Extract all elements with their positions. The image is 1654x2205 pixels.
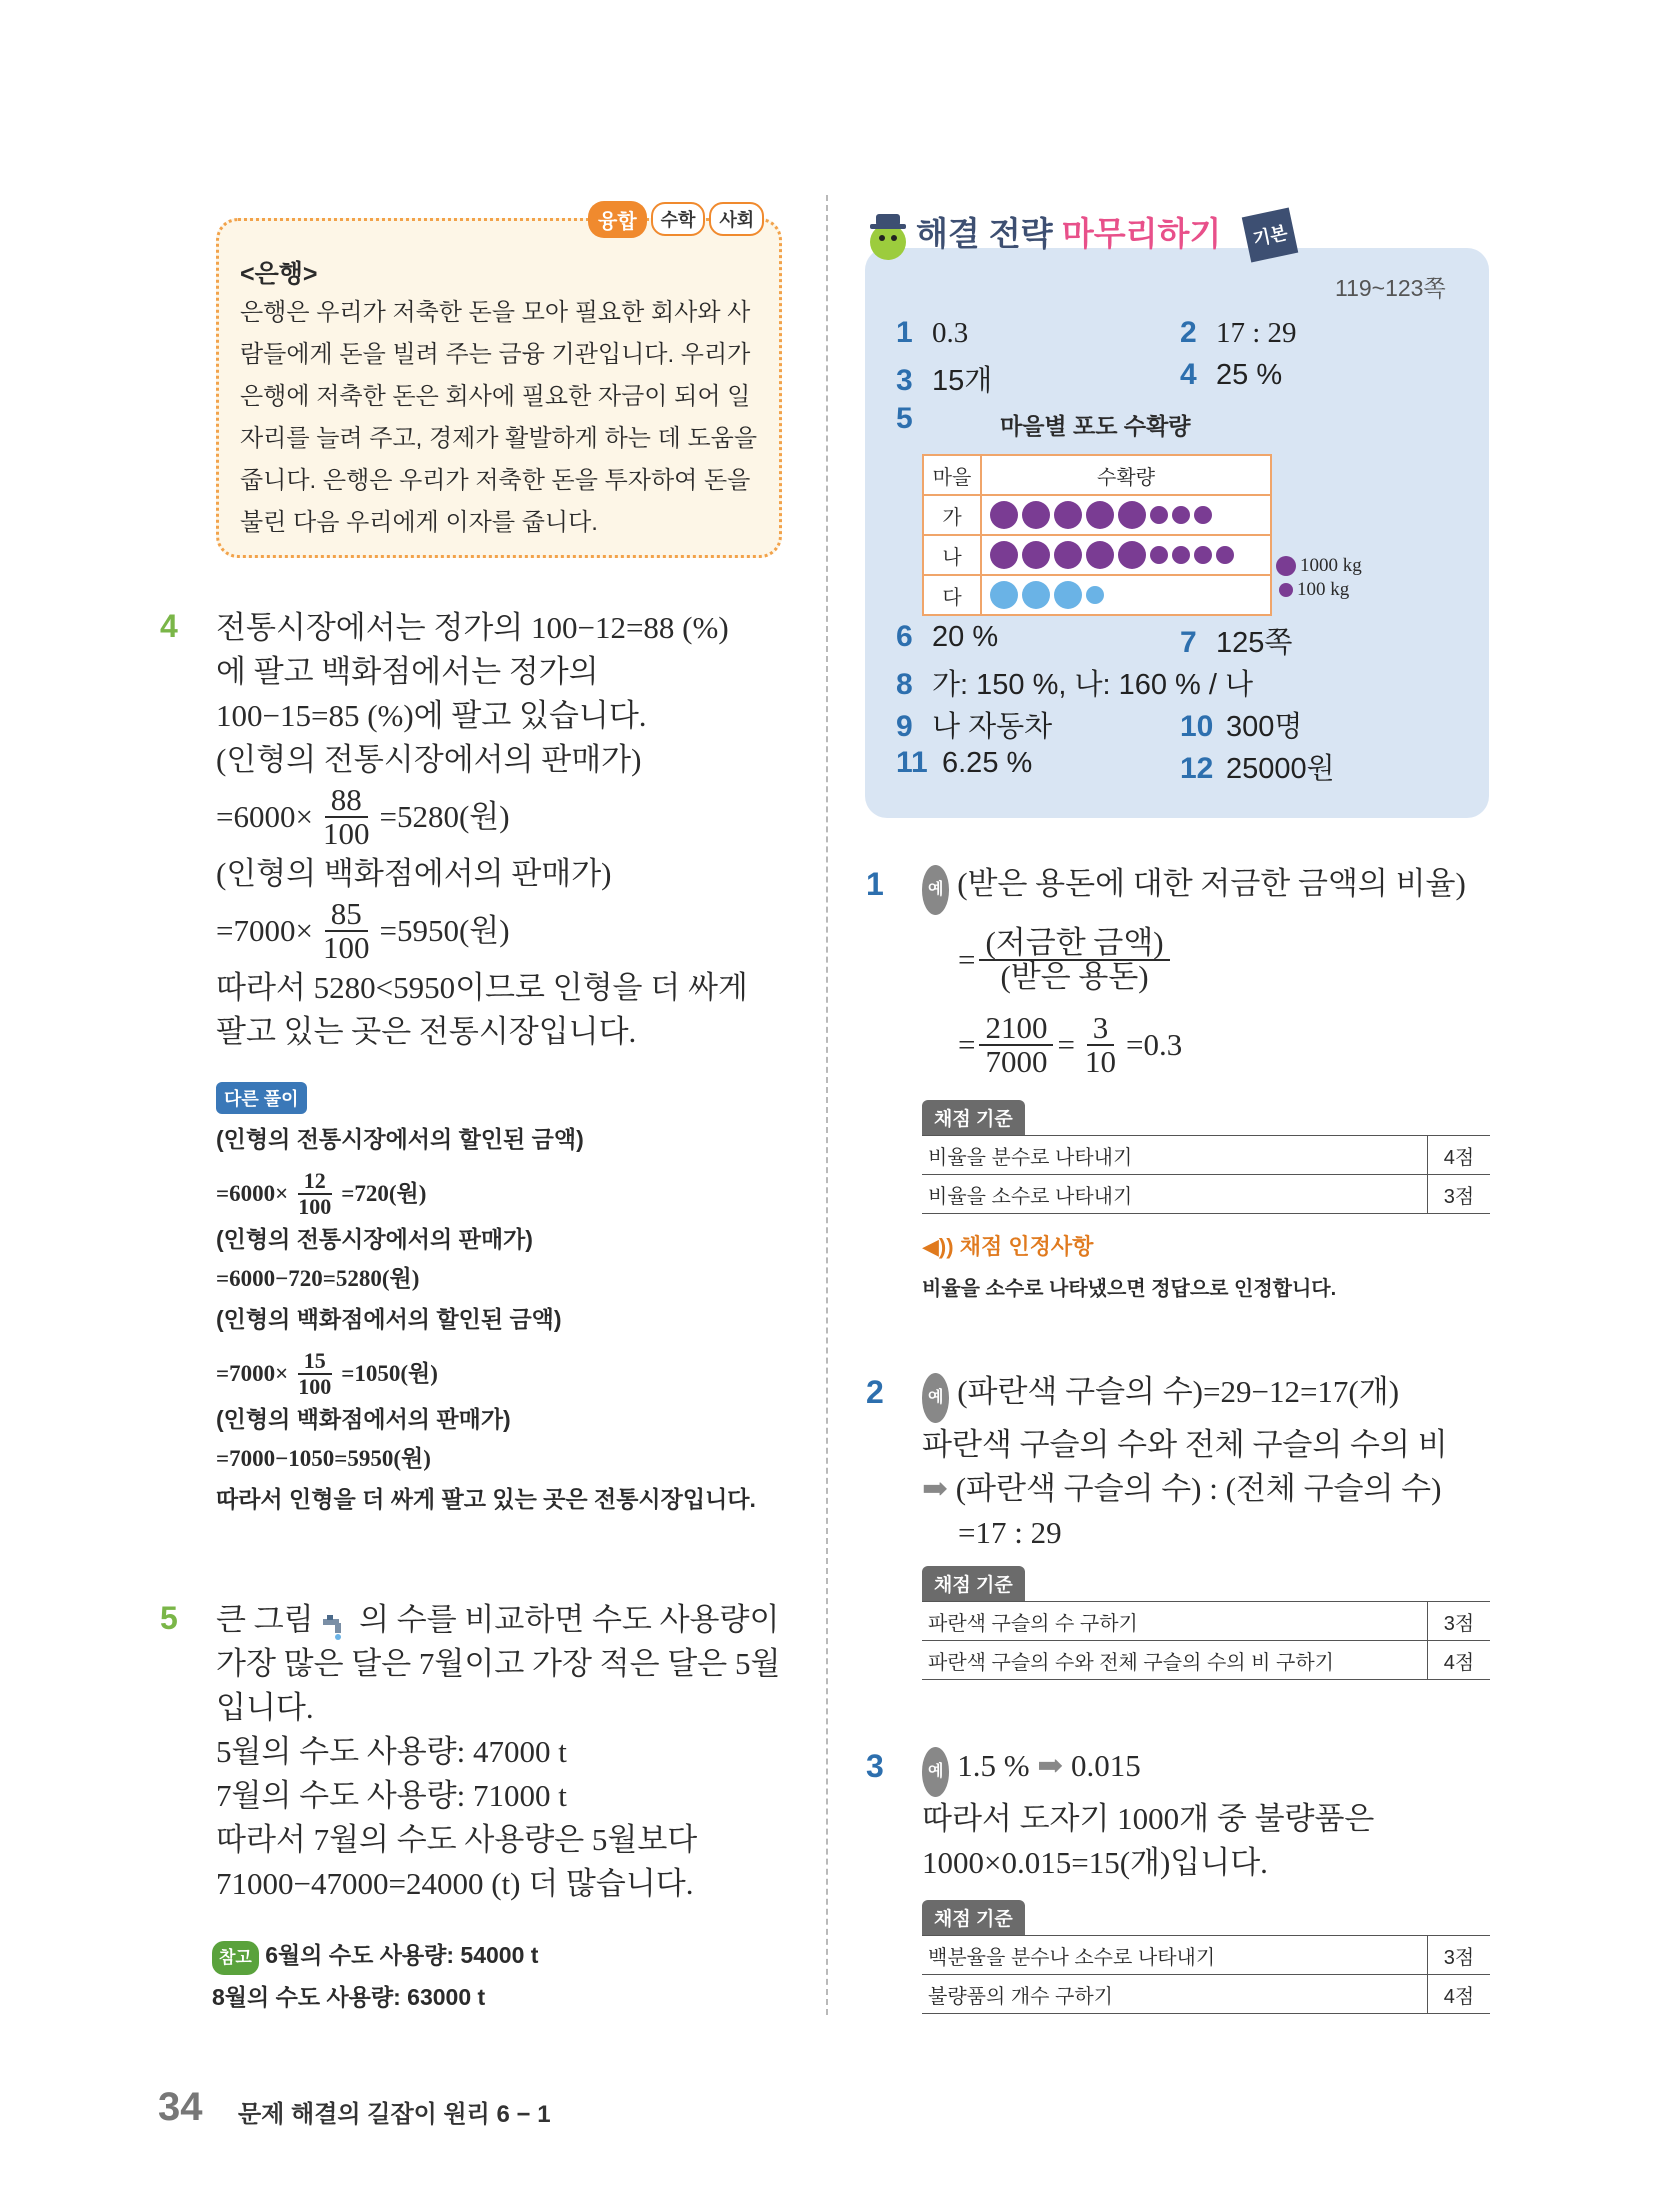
answer-1: 1 0.3 bbox=[896, 316, 969, 349]
q4-line: 에 팔고 백화점에서는 정가의 bbox=[216, 654, 599, 689]
q4-line: (인형의 전통시장에서의 판매가) bbox=[216, 742, 642, 777]
column-divider bbox=[826, 195, 828, 2015]
grape-100kg-icon bbox=[1172, 506, 1190, 524]
grape-1000kg-icon bbox=[1022, 501, 1050, 529]
solution-2: 예 (파란색 구슬의 수)=29−12=17(개) 파란색 구슬의 수와 전체 구슬의 수의 비 ➡ (파란색 구슬의 수) : (전체 구슬의 수) =17 : 29 bbox=[922, 1374, 1448, 1550]
pictograph-table: 마을 수확량 가 나 다 bbox=[922, 454, 1272, 616]
speaker-icon: ◀)) bbox=[922, 1234, 954, 1259]
grape-1000kg-icon bbox=[990, 541, 1018, 569]
grape-1000kg-icon bbox=[1054, 501, 1082, 529]
grape-100kg-icon bbox=[1216, 546, 1234, 564]
q5-line: 큰 그림 의 수를 비교하면 수도 사용량이 bbox=[216, 1598, 806, 1642]
solution-1-number: 1 bbox=[866, 866, 884, 902]
answer-11: 11 6.25 % bbox=[896, 746, 1033, 779]
grape-100kg-icon bbox=[1086, 586, 1104, 604]
grape-100kg-icon bbox=[1150, 546, 1168, 564]
answer-9: 9 나 자동차 bbox=[896, 710, 1053, 743]
s1-accept-label: ◀)) 채점 인정사항 bbox=[922, 1234, 1094, 1259]
grape-cell bbox=[981, 575, 1271, 615]
grape-cell bbox=[981, 535, 1271, 575]
grape-1000kg-icon bbox=[1118, 501, 1146, 529]
page-number: 34 bbox=[158, 2085, 203, 2129]
bank-line: 불린 다음 우리에게 이자를 줍니다. bbox=[240, 509, 598, 536]
col-yield: 수확량 bbox=[981, 455, 1271, 495]
question-4-solution bbox=[216, 606, 796, 1054]
faucet-icon bbox=[321, 1609, 351, 1637]
q5-line: 7월의 수도 사용량: 71000 t bbox=[216, 1778, 567, 1813]
answer-4: 4 25 % bbox=[1180, 358, 1283, 391]
q4-line: 100−15=85 (%)에 팔고 있습니다. bbox=[216, 698, 647, 733]
scoring-label: 채점 기준 bbox=[922, 1900, 1025, 1935]
fraction: $\frac{12}{100}$ bbox=[298, 1168, 332, 1219]
panel-title: 해결 전략 마무리하기 bbox=[916, 215, 1222, 252]
example-badge: 예 bbox=[922, 1747, 949, 1797]
bank-title: <은행> bbox=[240, 260, 318, 288]
scoring-label: 채점 기준 bbox=[922, 1100, 1025, 1135]
alt-equation-1: =6000× $\frac{12}{100}$ =720(원) bbox=[216, 1168, 427, 1219]
solution-3-number: 3 bbox=[866, 1748, 884, 1784]
book-title: 문제 해결의 길잡이 원리 6 − 1 bbox=[238, 2101, 551, 2128]
alt-equation-2: =7000× $\frac{15}{100}$ =1050(원) bbox=[216, 1348, 438, 1399]
pictograph-legend: 1000 kg 100 kg bbox=[1276, 554, 1362, 602]
example-badge: 예 bbox=[922, 1373, 949, 1423]
scoring-table: 백분율을 분수나 소수로 나타내기 3점 불량품의 개수 구하기 4점 bbox=[922, 1935, 1490, 2014]
grape-1000kg-icon bbox=[990, 581, 1018, 609]
grape-big-icon bbox=[1276, 556, 1296, 576]
page-range: 119~123쪽 bbox=[1335, 275, 1446, 301]
grape-1000kg-icon bbox=[1086, 541, 1114, 569]
pictograph-title: 마을별 포도 수확량 bbox=[1000, 413, 1191, 439]
grape-small-icon bbox=[1279, 583, 1293, 597]
grape-100kg-icon bbox=[1172, 546, 1190, 564]
grape-1000kg-icon bbox=[1022, 541, 1050, 569]
subject-tags bbox=[588, 202, 764, 236]
fraction: $\frac{85}{100}$ bbox=[322, 896, 370, 965]
scoring-table: 비율을 분수로 나타내기 4점 비율을 소수로 나타내기 3점 bbox=[922, 1135, 1490, 1214]
fraction: $\frac{3}{10}$ bbox=[1084, 1010, 1116, 1079]
fraction: $\frac{88}{100}$ bbox=[322, 782, 370, 851]
question-5-number: 5 bbox=[160, 1600, 178, 1636]
q4-equation-1: =6000× $\frac{88}{100}$ =5280(원) bbox=[216, 782, 510, 851]
bank-line: 람들에게 돈을 빌려 주는 금융 기관입니다. 우리가 bbox=[240, 341, 751, 368]
q4-line: 전통시장에서는 정가의 100−12=88 (%) bbox=[216, 610, 729, 645]
q4-line: 팔고 있는 곳은 전통시장입니다. bbox=[216, 1014, 637, 1049]
q5-reference: 참고 6월의 수도 사용량: 54000 t 8월의 수도 사용량: 63000 t bbox=[212, 1942, 539, 2010]
example-badge: 예 bbox=[922, 865, 949, 915]
s1-accept-text: 비율을 소수로 나타냈으면 정답으로 인정합니다. bbox=[922, 1278, 1337, 1300]
bank-line: 줍니다. 은행은 우리가 저축한 돈을 투자하여 돈을 bbox=[240, 467, 751, 494]
grape-100kg-icon bbox=[1150, 506, 1168, 524]
worm-mascot-icon bbox=[866, 208, 910, 264]
question-5-solution bbox=[216, 1598, 806, 1906]
bank-line: 은행에 저축한 돈은 회사에 필요한 자금이 되어 일 bbox=[240, 383, 751, 410]
social-tag: 사회 bbox=[709, 202, 764, 236]
arrow-right-icon: ➡ bbox=[1037, 1748, 1064, 1783]
answer-2: 2 17 : 29 bbox=[1180, 316, 1297, 349]
question-4-number: 4 bbox=[160, 608, 178, 644]
scoring-table: 파란색 구슬의 수 구하기 3점 파란색 구슬의 수와 전체 구슬의 수의 비 구하기 4점 bbox=[922, 1601, 1490, 1680]
bank-line: 자리를 늘려 주고, 경제가 활발하게 하는 데 도움을 bbox=[240, 425, 758, 452]
bank-line: 은행은 우리가 저축한 돈을 모아 필요한 회사와 사 bbox=[240, 299, 751, 326]
fraction: $\frac{15}{100}$ bbox=[298, 1348, 332, 1399]
q4-line: (인형의 백화점에서의 판매가) bbox=[216, 856, 612, 891]
q4-line: 따라서 5280<5950이므로 인형을 더 싸게 bbox=[216, 970, 748, 1005]
q5-line: 따라서 7월의 수도 사용량은 5월보다 bbox=[216, 1822, 698, 1857]
q5-line: 입니다. bbox=[216, 1690, 314, 1725]
q4-equation-2: =7000× $\frac{85}{100}$ =5950(원) bbox=[216, 896, 510, 965]
s1-fraction-1: = $\frac{\text{(저금한 금액)}}{\text{(받은 용돈)}}$ bbox=[922, 915, 1482, 1005]
alt-solution bbox=[216, 1082, 307, 1114]
grape-1000kg-icon bbox=[1054, 541, 1082, 569]
q5-line: 가장 많은 달은 7월이고 가장 적은 달은 5월 bbox=[216, 1646, 781, 1681]
answer-12: 12 25000원 bbox=[1180, 752, 1335, 785]
fusion-tag: 융합 bbox=[588, 201, 647, 238]
s2-scoring bbox=[922, 1566, 1490, 1680]
grape-100kg-icon bbox=[1194, 546, 1212, 564]
fraction: $\frac{\text{(저금한 금액)}}{\text{(받은 용돈)}}$ bbox=[979, 927, 1169, 993]
grape-1000kg-icon bbox=[1022, 581, 1050, 609]
arrow-right-icon: ➡ bbox=[922, 1471, 948, 1506]
grape-cell bbox=[981, 495, 1271, 535]
grape-1000kg-icon bbox=[1118, 541, 1146, 569]
answer-6: 6 20 % bbox=[896, 620, 999, 653]
answer-3: 3 15개 bbox=[896, 364, 993, 397]
grape-1000kg-icon bbox=[1054, 581, 1082, 609]
col-village: 마을 bbox=[923, 455, 981, 495]
q5-line: 5월의 수도 사용량: 47000 t bbox=[216, 1734, 567, 1769]
solution-2-number: 2 bbox=[866, 1374, 884, 1410]
solution-1: 예 (받은 용돈에 대한 저금한 금액의 비율) = $\frac{\text{(저금한 금액)}}{\text{(받은 용돈)}}$ = $\frac{2100}{7000}$ = $\frac{3}{10}$ =0.3 bbox=[922, 862, 1482, 1085]
bank-text bbox=[240, 292, 768, 544]
answer-10: 10 300명 bbox=[1180, 710, 1303, 743]
alt-solution-body: (인형의 전통시장에서의 할인된 금액) =6000× $\frac{12}{100}$ =720(원) (인형의 전통시장에서의 판매가) =6000−720=5280(원) (인형의 백화점에서의 할인된 금액) =7000× $\frac{15}{100}$ =1050(원) (인형의 백화점에서의 판매가) =7000−1050=5950(원) 따라서 인형을 더 싸게 팔고 있는 곳은 전통시장입니다. bbox=[216, 1124, 816, 1524]
s3-scoring bbox=[922, 1900, 1490, 2014]
grape-100kg-icon bbox=[1194, 506, 1212, 524]
scoring-label: 채점 기준 bbox=[922, 1566, 1025, 1601]
fraction: $\frac{2100}{7000}$ bbox=[979, 1012, 1053, 1078]
answer-5: 5 bbox=[896, 402, 913, 435]
s1-scoring bbox=[922, 1100, 1490, 1214]
level-flag: 기본 bbox=[1242, 208, 1299, 263]
grape-1000kg-icon bbox=[1086, 501, 1114, 529]
math-tag: 수학 bbox=[651, 202, 706, 236]
reference-badge: 참고 bbox=[212, 1941, 259, 1975]
q5-line: 71000−47000=24000 (t) 더 많습니다. bbox=[216, 1866, 694, 1901]
answer-7: 7 125쪽 bbox=[1180, 626, 1293, 659]
alt-solution-badge: 다른 풀이 bbox=[216, 1082, 307, 1114]
s1-fraction-2: = $\frac{2100}{7000}$ = $\frac{3}{10}$ =0.3 bbox=[958, 1010, 1183, 1079]
answer-8: 8 가: 150 %, 나: 160 % / 나 bbox=[896, 668, 1254, 701]
grape-1000kg-icon bbox=[990, 501, 1018, 529]
solution-3: 예 1.5 % ➡ 0.015 따라서 도자기 1000개 중 불량품은 1000×0.015=15(개)입니다. bbox=[922, 1748, 1375, 1880]
